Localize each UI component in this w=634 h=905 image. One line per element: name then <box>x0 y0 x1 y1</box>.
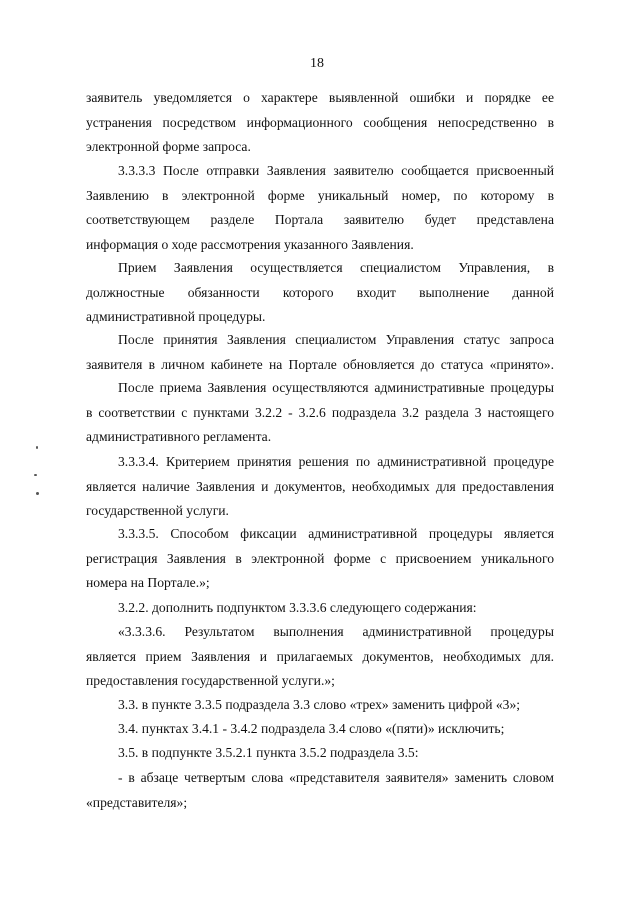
text-line: Заявлению в электронной форме уникальный номер, по которому в <box>86 187 554 203</box>
text-line: После принятия Заявления специалистом Управления статус запроса <box>118 332 554 347</box>
text-line: «представителя»; <box>86 794 188 810</box>
paragraph <box>86 620 554 694</box>
text-line: 3.3.3.5. Способом фиксации административной процедуры является <box>118 526 554 541</box>
text-line: «3.3.3.6. Результатом выполнения административной процедуры <box>118 624 554 639</box>
text-line: 3.2.2. дополнить подпунктом 3.3.3.6 следующего содержания: <box>118 600 477 615</box>
text-line: является прием Заявления и прилагаемых документов, необходимых для. <box>86 648 554 664</box>
paragraph <box>86 596 554 621</box>
paragraph <box>86 717 554 742</box>
text-line: 3.3.3.4. Критерием принятия решения по административной процедуре <box>118 454 554 469</box>
text-line: - в абзаце четвертым слова «представителя заявителя» заменить словом <box>118 770 554 785</box>
text-line: соответствующем разделе Портала заявителю будет представлена <box>86 212 554 227</box>
scan-speck <box>36 492 39 495</box>
text-line: 3.4. пунктах 3.4.1 - 3.4.2 подраздела 3.4 слово «(пяти)» исключить; <box>118 721 505 736</box>
paragraph <box>86 766 554 815</box>
text-line: информация о ходе рассмотрения указанного Заявления. <box>86 236 414 252</box>
paragraph <box>86 328 554 377</box>
text-line: государственной услуги. <box>86 503 229 518</box>
text-line: в соответствии с пунктами 3.2.2 - 3.2.6 подраздела 3.2 раздела 3 настоящего <box>86 404 554 420</box>
text-line: административного регламента. <box>86 429 272 444</box>
paragraph <box>86 450 554 524</box>
text-line: Прием Заявления осуществляется специалистом Управления, в <box>118 260 554 275</box>
text-line: электронной форме запроса. <box>86 139 251 154</box>
paragraph <box>86 693 554 718</box>
paragraph <box>86 159 554 257</box>
text-line: номера на Портале.»; <box>86 575 210 590</box>
text-line: После приема Заявления осуществляются административные процедуры <box>118 380 554 395</box>
text-line: является наличие Заявления и документов, необходимых для предоставления <box>86 478 554 494</box>
text-line: устранения посредством информационного сообщения непосредственно в <box>86 114 554 130</box>
text-line: должностные обязанности которого входит выполнение данной <box>86 284 554 300</box>
paragraph <box>86 86 554 160</box>
scan-speck <box>36 446 38 449</box>
text-line: 3.3.3.3 После отправки Заявления заявителю сообщается присвоенный <box>118 163 554 178</box>
paragraph <box>86 741 554 766</box>
text-line: административной процедуры. <box>86 309 266 324</box>
page-number: 18 <box>310 56 324 71</box>
paragraph <box>86 522 554 596</box>
text-line: предоставления государственной услуги.»; <box>86 673 335 688</box>
paragraph <box>86 256 554 330</box>
paragraph <box>86 376 554 450</box>
text-line: заявитель уведомляется о характере выявленной ошибки и порядке ее <box>86 90 554 105</box>
text-line: 3.5. в подпункте 3.5.2.1 пункта 3.5.2 подраздела 3.5: <box>118 745 419 760</box>
text-line: 3.3. в пункте 3.3.5 подраздела 3.3 слово «трех» заменить цифрой «3»; <box>118 697 521 712</box>
scan-speck <box>34 474 37 476</box>
text-line: регистрация Заявления в электронной форме с присвоением уникального <box>86 550 554 566</box>
text-line: заявителя в личном кабинете на Портале обновляется до статуса «принято». <box>86 356 554 372</box>
